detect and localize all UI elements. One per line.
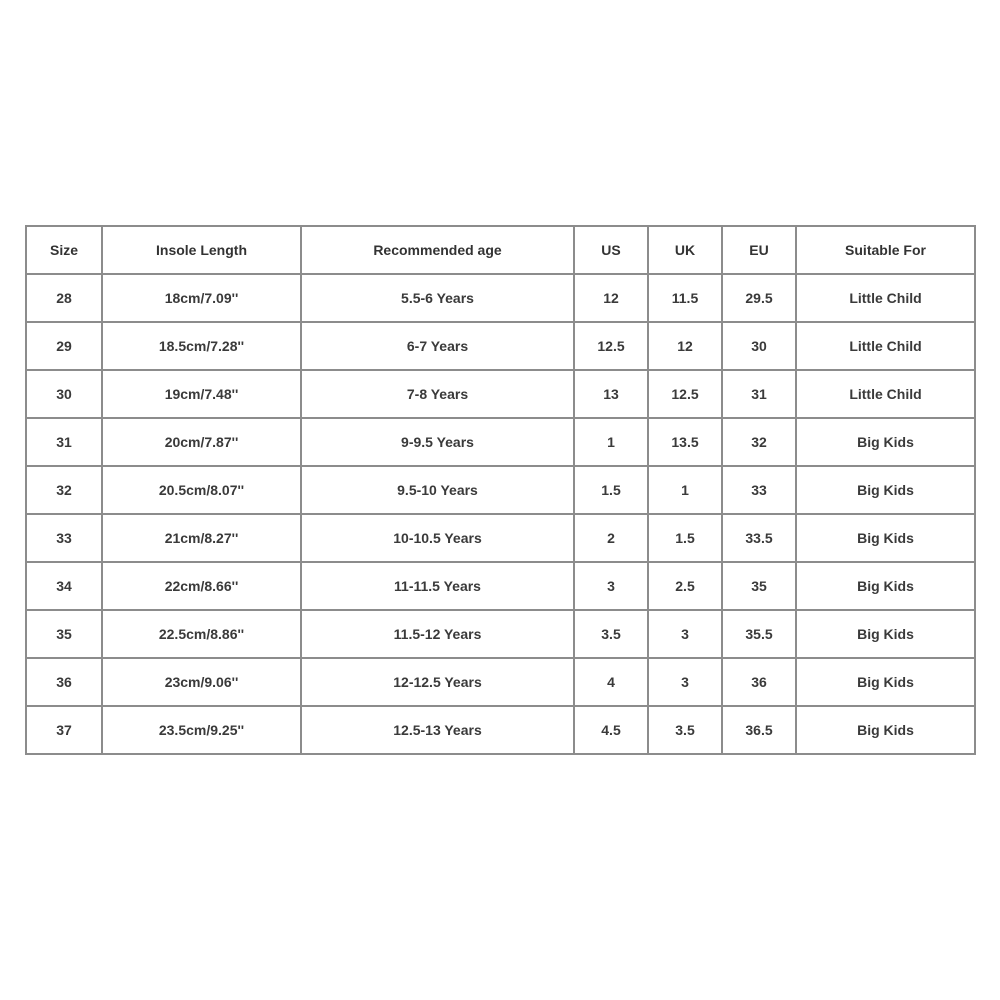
cell-suitable-for: Little Child [796, 370, 975, 418]
cell-size: 33 [26, 514, 102, 562]
cell-eu: 36 [722, 658, 796, 706]
cell-insole-length: 20.5cm/8.07'' [102, 466, 301, 514]
cell-recommended-age: 12.5-13 Years [301, 706, 574, 754]
cell-insole-length: 21cm/8.27'' [102, 514, 301, 562]
cell-us: 13 [574, 370, 648, 418]
cell-us: 3.5 [574, 610, 648, 658]
cell-us: 2 [574, 514, 648, 562]
cell-size: 32 [26, 466, 102, 514]
header-eu: EU [722, 226, 796, 274]
cell-insole-length: 18cm/7.09'' [102, 274, 301, 322]
cell-eu: 32 [722, 418, 796, 466]
cell-uk: 3 [648, 658, 722, 706]
cell-suitable-for: Big Kids [796, 610, 975, 658]
table-row [26, 562, 975, 610]
cell-uk: 3 [648, 610, 722, 658]
size-chart-table [25, 225, 976, 755]
table-body [26, 274, 975, 754]
cell-uk: 12 [648, 322, 722, 370]
cell-recommended-age: 11-11.5 Years [301, 562, 574, 610]
cell-us: 4 [574, 658, 648, 706]
cell-eu: 35 [722, 562, 796, 610]
cell-us: 12.5 [574, 322, 648, 370]
table-row [26, 466, 975, 514]
cell-eu: 35.5 [722, 610, 796, 658]
cell-size: 37 [26, 706, 102, 754]
cell-recommended-age: 9.5-10 Years [301, 466, 574, 514]
cell-recommended-age: 12-12.5 Years [301, 658, 574, 706]
table-row [26, 514, 975, 562]
cell-us: 3 [574, 562, 648, 610]
cell-uk: 13.5 [648, 418, 722, 466]
cell-suitable-for: Little Child [796, 274, 975, 322]
cell-uk: 12.5 [648, 370, 722, 418]
cell-size: 34 [26, 562, 102, 610]
cell-insole-length: 23cm/9.06'' [102, 658, 301, 706]
cell-insole-length: 20cm/7.87'' [102, 418, 301, 466]
cell-eu: 33 [722, 466, 796, 514]
cell-eu: 30 [722, 322, 796, 370]
cell-us: 1.5 [574, 466, 648, 514]
cell-size: 35 [26, 610, 102, 658]
cell-suitable-for: Big Kids [796, 562, 975, 610]
cell-uk: 1 [648, 466, 722, 514]
header-uk: UK [648, 226, 722, 274]
cell-recommended-age: 6-7 Years [301, 322, 574, 370]
cell-size: 36 [26, 658, 102, 706]
cell-us: 1 [574, 418, 648, 466]
cell-uk: 11.5 [648, 274, 722, 322]
cell-suitable-for: Big Kids [796, 514, 975, 562]
cell-eu: 33.5 [722, 514, 796, 562]
cell-size: 30 [26, 370, 102, 418]
cell-us: 4.5 [574, 706, 648, 754]
cell-insole-length: 22.5cm/8.86'' [102, 610, 301, 658]
cell-eu: 29.5 [722, 274, 796, 322]
table-row [26, 274, 975, 322]
cell-suitable-for: Little Child [796, 322, 975, 370]
cell-recommended-age: 7-8 Years [301, 370, 574, 418]
cell-suitable-for: Big Kids [796, 658, 975, 706]
header-size: Size [26, 226, 102, 274]
cell-recommended-age: 10-10.5 Years [301, 514, 574, 562]
table-row [26, 370, 975, 418]
cell-eu: 31 [722, 370, 796, 418]
table-row [26, 658, 975, 706]
table-header [26, 226, 975, 274]
header-row [26, 226, 975, 274]
cell-insole-length: 19cm/7.48'' [102, 370, 301, 418]
header-recommended-age: Recommended age [301, 226, 574, 274]
cell-eu: 36.5 [722, 706, 796, 754]
cell-insole-length: 23.5cm/9.25'' [102, 706, 301, 754]
cell-size: 31 [26, 418, 102, 466]
cell-us: 12 [574, 274, 648, 322]
cell-suitable-for: Big Kids [796, 706, 975, 754]
header-insole-length: Insole Length [102, 226, 301, 274]
cell-size: 28 [26, 274, 102, 322]
cell-suitable-for: Big Kids [796, 418, 975, 466]
header-suitable-for: Suitable For [796, 226, 975, 274]
table-row [26, 418, 975, 466]
cell-recommended-age: 5.5-6 Years [301, 274, 574, 322]
cell-uk: 2.5 [648, 562, 722, 610]
cell-uk: 1.5 [648, 514, 722, 562]
cell-uk: 3.5 [648, 706, 722, 754]
cell-recommended-age: 9-9.5 Years [301, 418, 574, 466]
table-row [26, 322, 975, 370]
cell-insole-length: 22cm/8.66'' [102, 562, 301, 610]
table-row [26, 706, 975, 754]
table-row [26, 610, 975, 658]
cell-insole-length: 18.5cm/7.28'' [102, 322, 301, 370]
header-us: US [574, 226, 648, 274]
cell-recommended-age: 11.5-12 Years [301, 610, 574, 658]
cell-suitable-for: Big Kids [796, 466, 975, 514]
cell-size: 29 [26, 322, 102, 370]
